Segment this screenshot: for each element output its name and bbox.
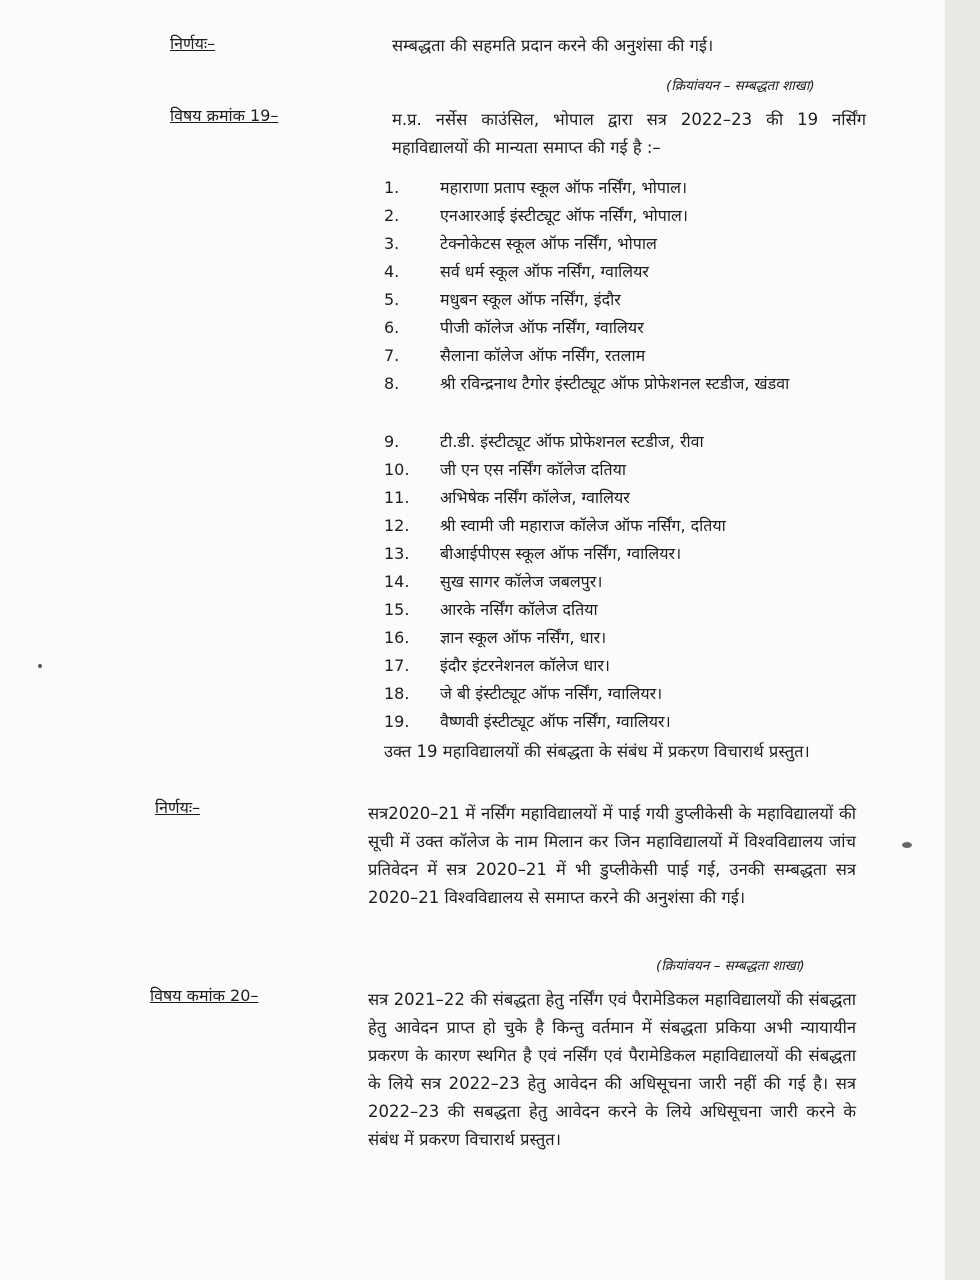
college-name: जी एन एस नर्सिंग कॉलेज दतिया — [440, 460, 627, 479]
list-item — [384, 286, 864, 313]
list-item — [384, 230, 864, 257]
list-item — [384, 258, 864, 285]
list-number: 17. — [384, 656, 410, 675]
list-item — [384, 680, 864, 707]
list-item — [384, 484, 864, 511]
list-number: 13. — [384, 544, 410, 563]
list-number: 15. — [384, 600, 410, 619]
college-name: बीआईपीएस स्कूल ऑफ नर्सिंग, ग्वालियर। — [440, 544, 682, 563]
list-item — [384, 428, 864, 455]
list-item — [384, 540, 864, 567]
college-name: इंदौर इंटरनेशनल कॉलेज धार। — [440, 656, 610, 675]
implementation-note-top: (क्रियांवयन – सम्बद्धता शाखा) — [666, 78, 815, 94]
college-name: सुख सागर कॉलेज जबलपुर। — [440, 572, 603, 591]
list-number: 12. — [384, 516, 410, 535]
list-number: 18. — [384, 684, 410, 703]
list-item — [384, 708, 864, 735]
list-item — [384, 342, 864, 369]
college-name: श्री रविन्द्रनाथ टैगोर इंस्टीट्यूट ऑफ प्रोफेशनल स्टडीज, खंडवा — [440, 374, 790, 393]
list-number: 7. — [384, 346, 400, 365]
scan-speck — [902, 842, 912, 848]
college-name: एनआरआई इंस्टीट्यूट ऑफ नर्सिंग, भोपाल। — [440, 206, 688, 225]
college-name: टेक्नोकेटस स्कूल ऑफ नर्सिंग, भोपाल — [440, 234, 657, 253]
college-name: आरके नर्सिंग कॉलेज दतिया — [440, 600, 598, 619]
list-number: 4. — [384, 262, 400, 281]
list-number: 6. — [384, 318, 400, 337]
list-number: 10. — [384, 460, 410, 479]
list-number: 5. — [384, 290, 400, 309]
college-name: मधुबन स्कूल ऑफ नर्सिंग, इंदौर — [440, 290, 621, 309]
item-20-text: सत्र 2021–22 की संबद्धता हेतु नर्सिंग एवं पैरामेडिकल महाविद्यालयों की संबद्धता हेतु आवेदन प्राप्त हो चुके है किन्तु वर्तमान में संबद्धता प्रकिया अभी न्यायायीन प्रकरण के कारण स्थगित है एवं नर्सिंग एवं पैरामेडिकल महाविद्यालयों की संबद्धता के लिये सत्र 2022–23 हेतु आवेदन की अधिसूचना जारी नहीं की गई है। सत्र 2022–23 की सबद्धता हेतु आवेदन करने के लिये अधिसूचना जारी करने के संबंध में प्रकरण विचारार्थ प्रस्तुत। — [368, 990, 856, 1149]
list-number: 2. — [384, 206, 400, 225]
list-item — [384, 174, 864, 201]
list-item — [384, 512, 864, 539]
college-name: ज्ञान स्कूल ऑफ नर्सिंग, धार। — [440, 628, 607, 647]
list-number: 16. — [384, 628, 410, 647]
list-number: 19. — [384, 712, 410, 731]
college-name: जे बी इंस्टीट्यूट ऑफ नर्सिंग, ग्वालियर। — [440, 684, 663, 703]
list-item — [384, 596, 864, 623]
scan-speck — [38, 664, 42, 668]
list-item — [384, 456, 864, 483]
list-item — [384, 624, 864, 651]
decision-label-19: निर्णयः– — [155, 798, 201, 817]
item-19-conclusion: उक्त 19 महाविद्यालयों की संबद्धता के संबंध में प्रकरण विचारार्थ प्रस्तुत। — [384, 742, 810, 761]
list-item — [384, 370, 864, 426]
list-number: 3. — [384, 234, 400, 253]
item-19-intro: म.प्र. नर्सेस काउंसिल, भोपाल द्वारा सत्र 2022–23 की 19 नर्सिंग महाविद्यालयों की मान्यता समाप्त की गई है :– — [392, 110, 866, 157]
college-name: पीजी कॉलेज ऑफ नर्सिंग, ग्वालियर — [440, 318, 644, 337]
college-name: महाराणा प्रताप स्कूल ऑफ नर्सिंग, भोपाल। — [440, 178, 688, 197]
college-name: अभिषेक नर्सिंग कॉलेज, ग्वालियर — [440, 488, 630, 507]
list-item — [384, 202, 864, 229]
list-number: 11. — [384, 488, 410, 507]
list-item — [384, 314, 864, 341]
college-name: सैलाना कॉलेज ऑफ नर्सिंग, रतलाम — [440, 346, 646, 365]
item-19-label: विषय क्रमांक 19– — [170, 106, 279, 125]
decision-text-top: सम्बद्धता की सहमति प्रदान करने की अनुशंसा की गई। — [392, 36, 714, 55]
list-number: 14. — [384, 572, 410, 591]
decision-text-19: सत्र2020–21 में नर्सिंग महाविद्यालयों में पाई गयी डुप्लीकेसी के महाविद्यालयों की सूची में उक्त कॉलेज के नाम मिलान कर जिन महाविद्यालयों में विश्वविद्यालय जांच प्रतिवेदन में सत्र 2020–21 में भी डुप्लीकेसी पाई गई, उनकी सम्बद्धता सत्र 2020–21 विश्वविद्यालय से समाप्त करने की अनुशंसा की गई। — [368, 804, 856, 907]
college-name: वैष्णवी इंस्टीट्यूट ऑफ नर्सिंग, ग्वालियर। — [440, 712, 671, 731]
list-number: 8. — [384, 374, 400, 393]
college-name: सर्व धर्म स्कूल ऑफ नर्सिंग, ग्वालियर — [440, 262, 649, 281]
scan-margin — [945, 0, 980, 1280]
college-name: टी.डी. इंस्टीट्यूट ऑफ प्रोफेशनल स्टडीज, रीवा — [440, 432, 704, 451]
implementation-note-19: (क्रियांवयन – सम्बद्धता शाखा) — [656, 958, 805, 974]
list-number: 9. — [384, 432, 400, 451]
item-20-label: विषय कमांक 20– — [150, 986, 259, 1005]
list-item — [384, 652, 864, 679]
college-name: श्री स्वामी जी महाराज कॉलेज ऑफ नर्सिंग, दतिया — [440, 516, 726, 535]
list-number: 1. — [384, 178, 400, 197]
list-item — [384, 568, 864, 595]
decision-label-top: निर्णयः– — [170, 34, 216, 53]
